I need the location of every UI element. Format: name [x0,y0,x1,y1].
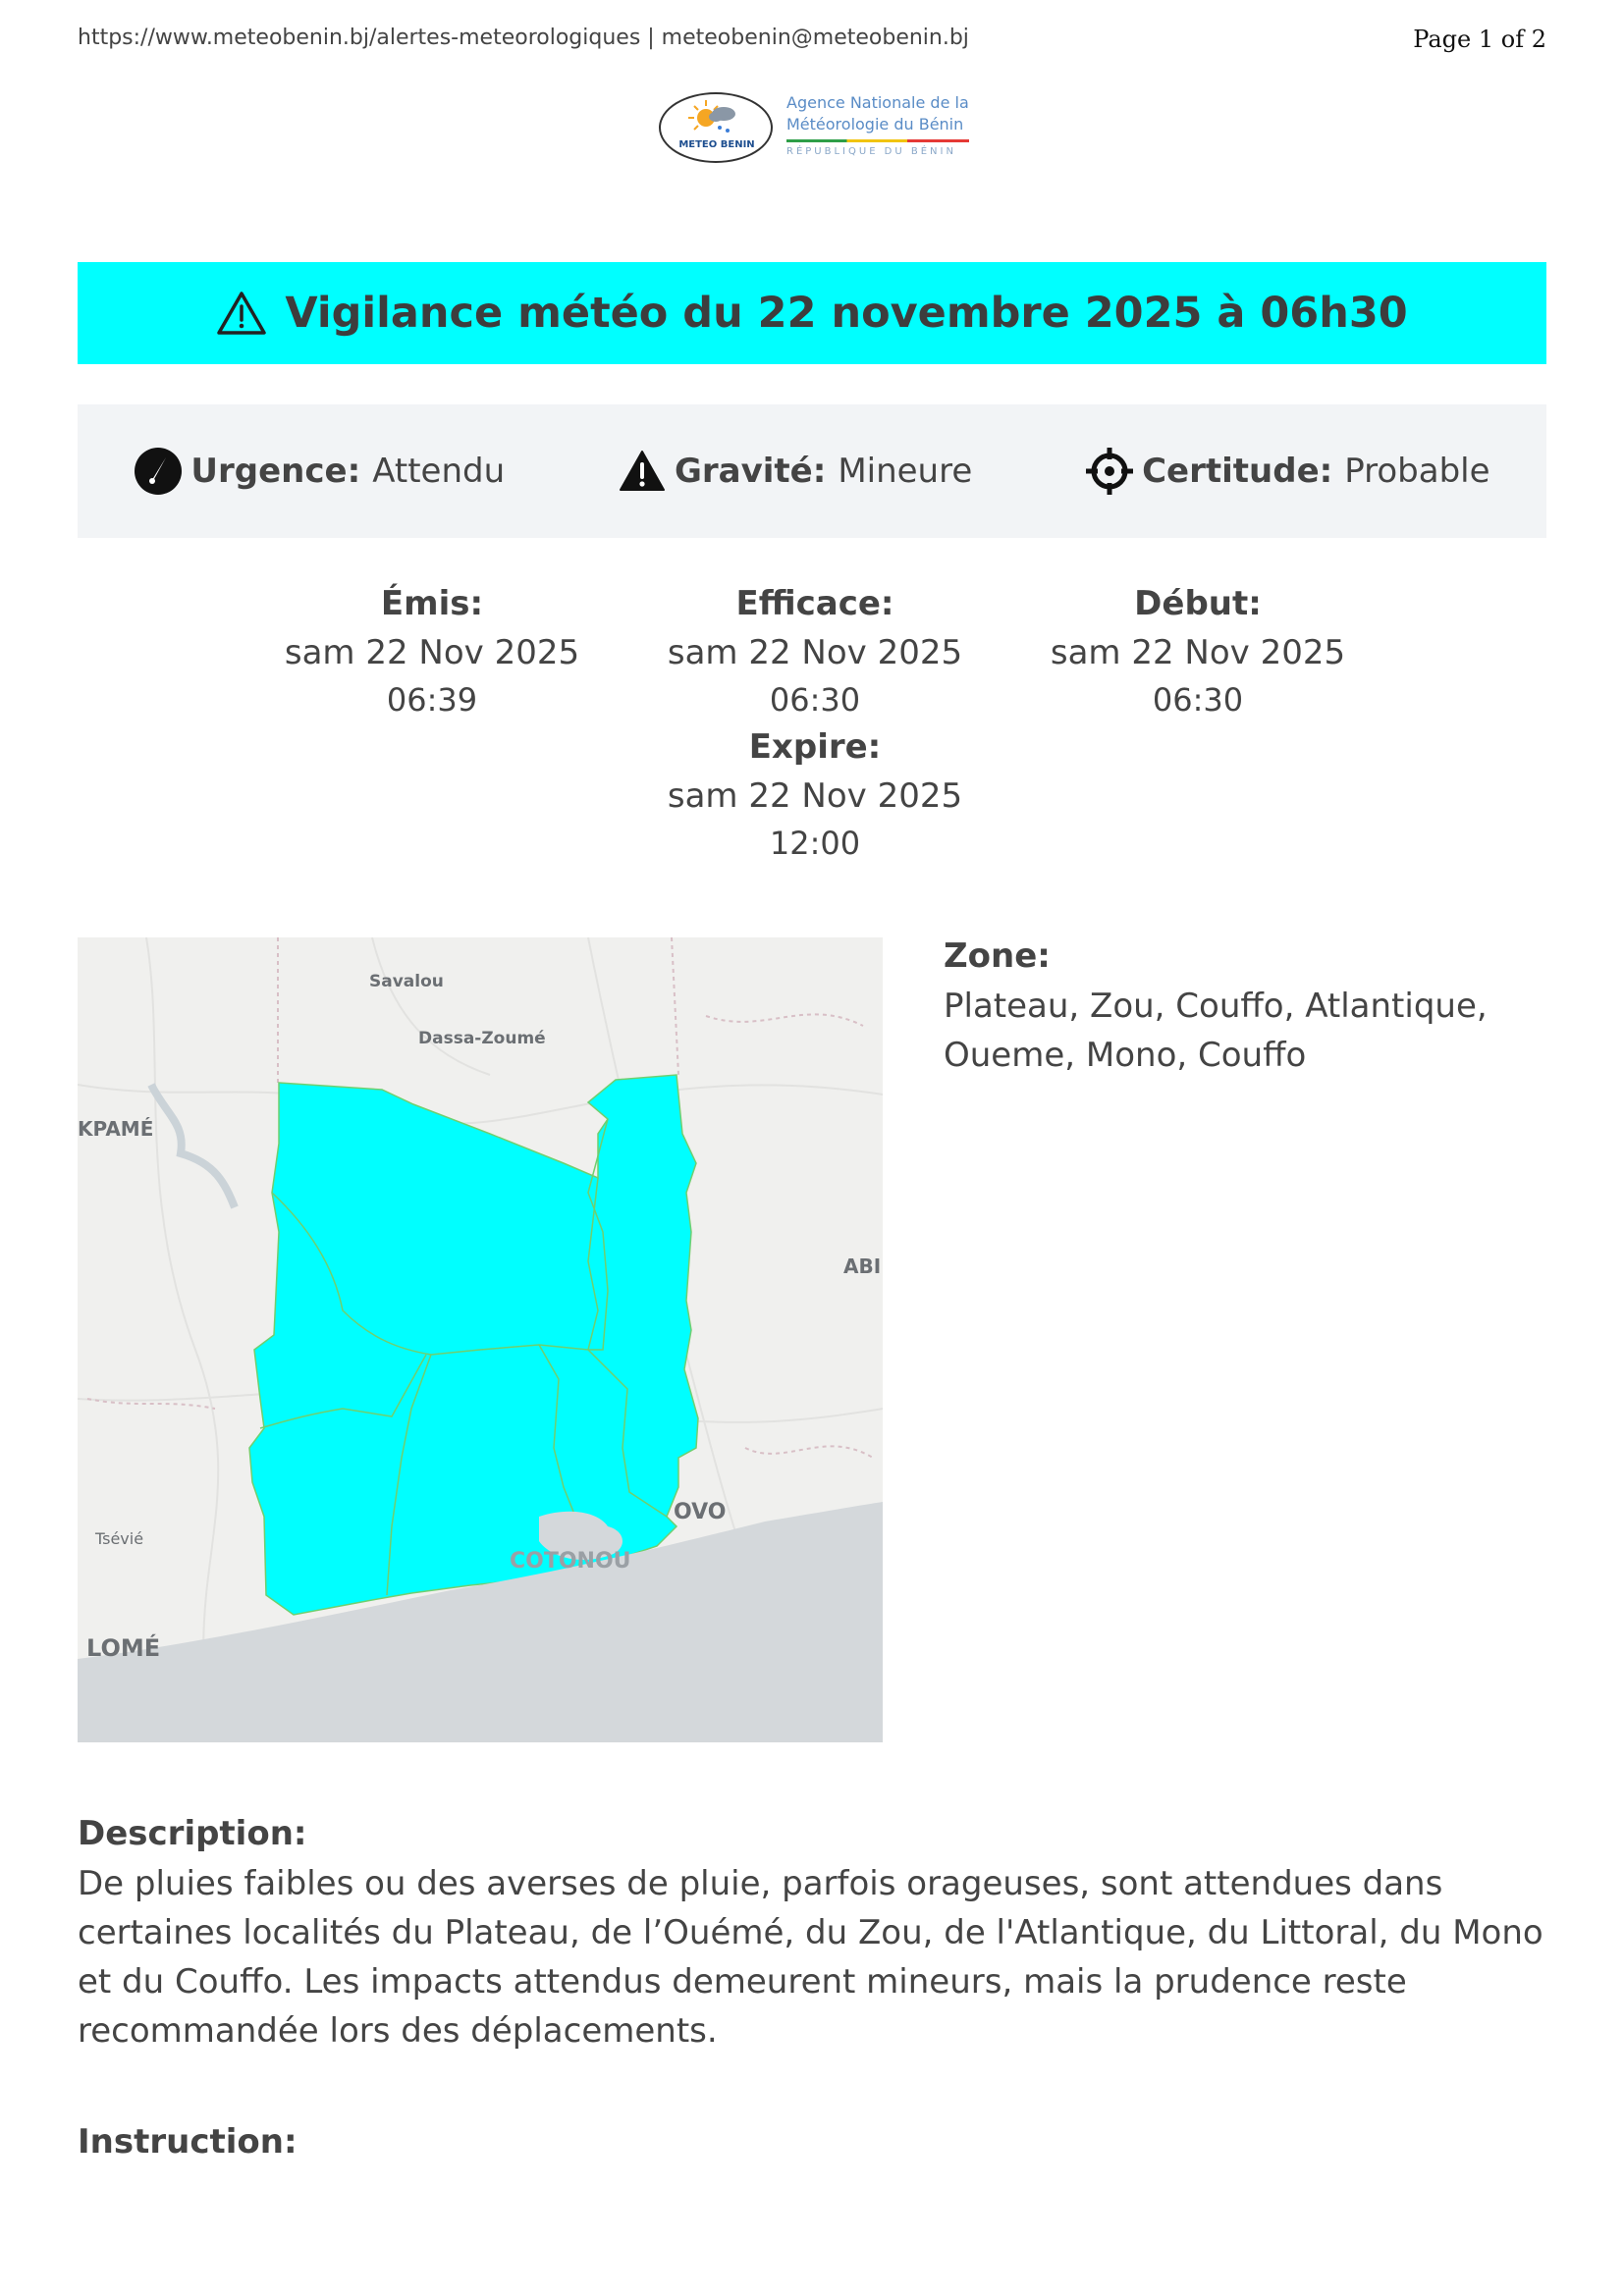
instruction-section [78,2116,298,2167]
vigilance-banner [78,262,1546,364]
zone-value: Plateau, Zou, Couffo, Atlantique, Oueme, Mono, Couffo [944,987,1488,1075]
description-section [78,1808,1550,2056]
description-text: De pluies faibles ou des averses de pluie, parfois orageuses, sont attendues dans certaines localités du Plateau, de l’Ouémé, du Zou, de l'Atlantique, du Littoral, du Mono et du Couffo. Les impacts attendus demeurent mineurs, mais la prudence reste recommandée lors des déplacements. [78,1864,1543,2051]
date-day: sam 22 Nov 2025 [1050,633,1346,672]
alert-properties [78,404,1546,538]
date-day: sam 22 Nov 2025 [284,633,580,672]
property-certitude [1085,447,1489,496]
page-number: Page 1 of 2 [1413,26,1546,53]
date-day: sam 22 Nov 2025 [667,776,963,816]
date-time: 06:30 [1152,681,1244,719]
logo-brand: METEO BENIN [678,139,755,150]
logo-line1: Agence Nationale de la [786,93,969,112]
map-label: ABI [843,1255,882,1278]
map-label: Savalou [369,972,444,991]
zone-section [944,931,1533,1080]
instruction-label: Instruction: [78,2122,298,2162]
property-label: Gravité: [674,452,827,491]
date-debut [1031,579,1365,722]
banner-title: Vigilance météo du 22 novembre 2025 à 06h30 [285,289,1408,338]
map-label: Dassa-Zoumé [418,1029,546,1048]
date-time: 06:30 [769,681,861,719]
warning-icon [618,447,667,496]
crosshair-icon [1085,447,1134,496]
map-label: Tsévié [95,1529,144,1548]
gauge-icon [134,447,183,496]
map-label: LOMÉ [86,1634,161,1662]
property-value: Attendu [372,452,506,491]
map-label: KPAMÉ [78,1117,154,1141]
logo-line2: Météorologie du Bénin [786,115,964,133]
map-svg [78,937,883,1742]
property-label: Certitude: [1142,452,1333,491]
date-emis [265,579,599,722]
date-time: 06:39 [386,681,478,719]
header-url-line: https://www.meteobenin.bj/alertes-meteorologiques | meteobenin@meteobenin.bj [78,26,969,50]
meteo-benin-logo [659,90,973,169]
property-urgence [134,447,505,496]
zone-label: Zone: [944,936,1051,976]
description-label: Description: [78,1814,307,1853]
date-label: Émis: [380,584,484,623]
sun-cloud-icon [684,98,745,137]
date-day: sam 22 Nov 2025 [667,633,963,672]
date-label: Efficace: [735,584,894,623]
alert-map [78,937,883,1742]
property-value: Probable [1344,452,1490,491]
date-label: Expire: [748,727,882,767]
date-efficace [648,579,982,866]
date-label: Début: [1134,584,1262,623]
property-label: Urgence: [190,452,361,491]
warning-outline-icon [216,291,267,336]
alert-dates [0,579,1624,874]
date-time: 12:00 [769,825,861,862]
map-label: COTONOU [510,1549,631,1574]
property-value: Mineure [838,452,973,491]
logo-line3: RÉPUBLIQUE DU BÉNIN [786,146,956,157]
map-label: OVO [674,1500,727,1524]
logo-color-bar [786,139,969,142]
property-gravite [618,447,972,496]
